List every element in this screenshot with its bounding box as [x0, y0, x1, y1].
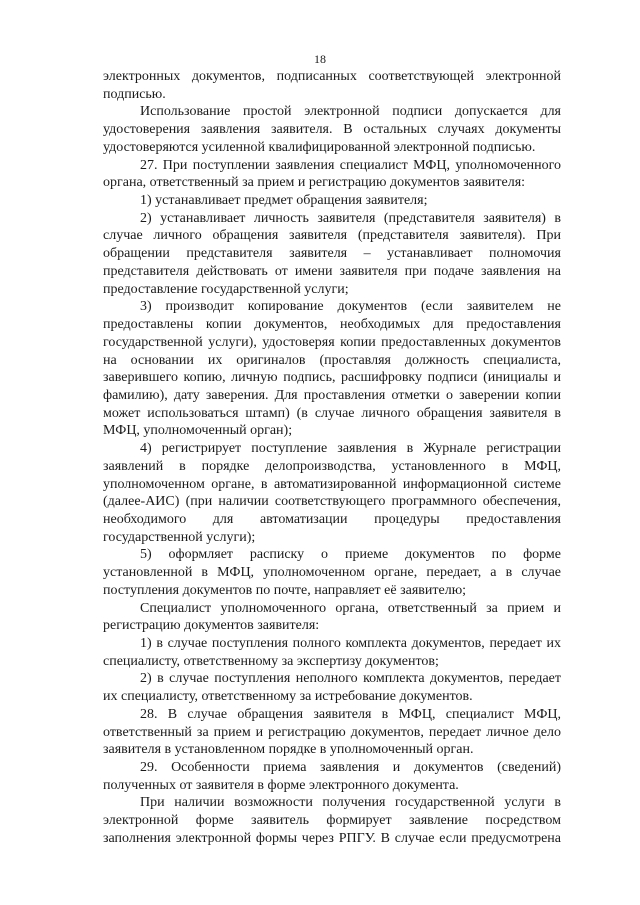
text-line: подписью.: [103, 86, 166, 102]
text-line: Использование простой электронной подписи допускается для: [140, 104, 561, 120]
text-line: электронных документов, подписанных соответствующей электронной: [103, 69, 561, 84]
text-line: их специалисту, ответственному за истребование документов.: [103, 689, 473, 705]
text-line: регистрацию документов заявителя:: [103, 618, 320, 634]
text-line: государственной услуги);: [103, 529, 256, 545]
text-line: обращении представителя заявителя – устанавливает полномочия: [103, 246, 561, 262]
text-line: Специалист уполномоченного органа, ответственный за прием и: [140, 600, 561, 616]
text-line: 2) устанавливает личность заявителя (представителя заявителя) в: [140, 210, 561, 226]
text-line: заполнения электронной формы через РПГУ. В случае если предусмотрена: [103, 830, 561, 846]
text-line: 5) оформляет расписку о приеме документов по форме: [140, 547, 561, 563]
text-line: 29. Особенности приема заявления и документов (сведений): [140, 760, 561, 776]
text-line: заверившего копию, личную подпись, расшифровку подписи (инициалы и: [103, 370, 561, 386]
text-line: предоставлены копии документов, необходимых для предоставления: [103, 317, 561, 333]
text-line: 1) в случае поступления полного комплекта документов, передает их: [140, 636, 561, 651]
text-line: 4) регистрирует поступление заявления в Журнале регистрации: [140, 441, 561, 457]
text-line: ответственный за прием и регистрацию документов, передает личное дело: [103, 724, 561, 740]
text-line: полученных от заявителя в форме электронного документа.: [103, 777, 459, 793]
text-line: специалисту, ответственному за экспертизу документов;: [103, 653, 439, 669]
text-line: удостоверения заявления заявителя. В остальных случаях документы: [103, 122, 561, 138]
text-line: предоставление государственной услуги;: [103, 281, 349, 297]
text-line: При наличии возможности получения государственной услуги в: [140, 795, 561, 811]
text-line: представителя действовать от имени заявителя при подаче заявления на: [103, 263, 561, 279]
text-line: 3) производит копирование документов (если заявителем не: [140, 299, 561, 315]
text-line: органа, ответственный за прием и регистрацию документов заявителя:: [103, 175, 526, 191]
text-line: случае личного обращения заявителя (представителя заявителя). При: [103, 228, 561, 244]
text-line: может использоваться штамп) (в случае личного обращения заявителя в: [103, 405, 561, 421]
text-line: МФЦ, уполномоченный орган);: [103, 423, 293, 439]
text-line: заявителя в установленном порядке в уполномоченный орган.: [103, 742, 474, 758]
text-line: необходимого для автоматизации процедуры предоставления: [103, 511, 561, 527]
text-line: на основании их оригиналов (проставляя должность специалиста,: [103, 352, 561, 368]
text-line: 27. При поступлении заявления специалист МФЦ, уполномоченного: [140, 157, 561, 173]
text-line: (далее-АИС) (при наличии соответствующего программного обеспечения,: [103, 494, 561, 510]
text-line: фамилию), дату заверения. Для проставления отметки о заверении копии: [103, 387, 561, 403]
text-line: 2) в случае поступления неполного комплекта документов, передает: [140, 671, 561, 687]
text-line: уполномоченном органе, в автоматизированной информационной системе: [103, 476, 561, 492]
text-line: 28. В случае обращения заявителя в МФЦ, специалист МФЦ,: [140, 706, 561, 722]
text-line: заявлений в порядке делопроизводства, установленного в МФЦ,: [103, 458, 561, 474]
text-line: электронной форме заявитель формирует заявление посредством: [103, 813, 561, 829]
body-text: [103, 68, 561, 848]
text-line: государственной услуги), удостоверяя копии предоставленных документов: [103, 334, 561, 350]
text-line: установленной в МФЦ, уполномоченном органе, передает, а в случае: [103, 565, 561, 581]
text-line: 1) устанавливает предмет обращения заявителя;: [140, 193, 428, 209]
text-line: удостоверяются усиленной квалифицированной электронной подписью.: [103, 139, 536, 155]
text-line: поступления документов по почте, направляет её заявителю;: [103, 582, 467, 598]
page-number: 18: [314, 52, 326, 66]
